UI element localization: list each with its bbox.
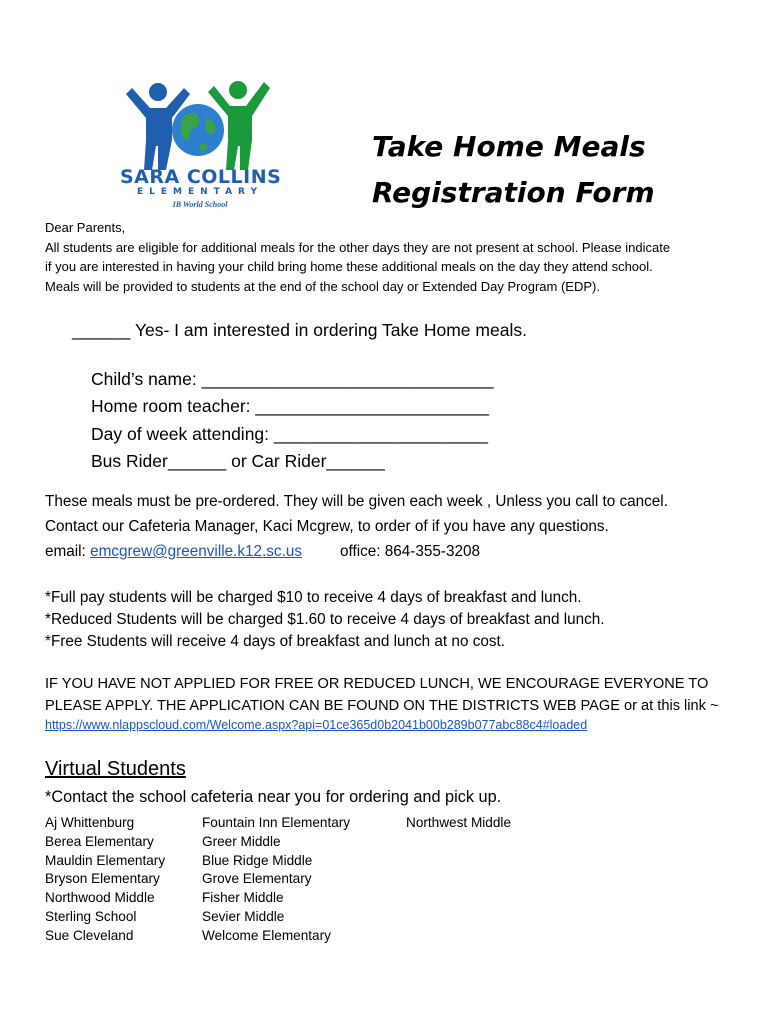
school-list-column-2 bbox=[202, 814, 350, 946]
pricing-reduced: *Reduced Students will be charged $1.60 to receive 4 days of breakfast and lunch. bbox=[45, 611, 605, 628]
email-link[interactable]: emcgrew@greenville.k12.sc.us bbox=[90, 543, 302, 560]
pricing-full: *Full pay students will be charged $10 to receive 4 days of breakfast and lunch. bbox=[45, 589, 582, 606]
contact-manager-note: Contact our Cafeteria Manager, Kaci Mcgrew, to order of if you have any questions. bbox=[45, 518, 609, 535]
bus-car-rider-field[interactable]: Bus Rider______ or Car Rider______ bbox=[91, 450, 385, 471]
list-item: Northwood Middle bbox=[45, 890, 155, 906]
intro-paragraph bbox=[45, 218, 745, 296]
logo-name: SARA COLLINS bbox=[120, 166, 282, 188]
list-item: Northwest Middle bbox=[406, 815, 512, 830]
virtual-students-heading: Virtual Students bbox=[45, 758, 186, 780]
homeroom-teacher-field[interactable]: Home room teacher: ________________________ bbox=[91, 396, 489, 417]
list-item: Welcome Elementary bbox=[202, 927, 331, 943]
list-item: Fisher Middle bbox=[202, 890, 284, 906]
list-item: Greer Middle bbox=[202, 833, 281, 849]
school-logo bbox=[110, 78, 285, 213]
list-item: Berea Elementary bbox=[45, 833, 154, 849]
logo-tagline: IB World School bbox=[172, 200, 228, 209]
logo-subtitle: ELEMENTARY bbox=[136, 187, 264, 197]
title-line-2: Registration Form bbox=[372, 176, 655, 209]
list-item: Sevier Middle bbox=[202, 908, 285, 924]
list-item: Mauldin Elementary bbox=[45, 852, 166, 868]
list-item: Sterling School bbox=[45, 908, 137, 924]
school-list-column-1 bbox=[45, 814, 165, 946]
contact-line bbox=[45, 540, 302, 564]
apply-note-line-2: PLEASE APPLY. THE APPLICATION CAN BE FOUND ON THE DISTRICTS WEB PAGE or at this link ~ bbox=[45, 698, 719, 714]
list-item: Blue Ridge Middle bbox=[202, 852, 313, 868]
day-of-week-field[interactable]: Day of week attending: ______________________ bbox=[91, 423, 489, 444]
application-link[interactable]: https://www.nlappscloud.com/Welcome.aspx?api=01ce365d0b2041b00b289b077abc88c4#loaded bbox=[45, 718, 588, 732]
intro-line: All students are eligible for additional meals for the other days they are not present at school. Please indicate bbox=[45, 239, 671, 255]
intro-line: if you are interested in having your child bring home these additional meals on the day they attend school. bbox=[45, 259, 653, 274]
title-line-1: Take Home Meals bbox=[372, 130, 646, 163]
list-item: Aj Whittenburg bbox=[45, 815, 135, 830]
office-phone: office: 864-355-3208 bbox=[340, 543, 481, 560]
apply-note-line-1: IF YOU HAVE NOT APPLIED FOR FREE OR REDUCED LUNCH, WE ENCOURAGE EVERYONE TO bbox=[45, 676, 709, 692]
email-label: email: bbox=[45, 543, 91, 560]
list-item: Bryson Elementary bbox=[45, 871, 160, 887]
virtual-students-subheading: *Contact the school cafeteria near you for ordering and pick up. bbox=[45, 788, 502, 806]
list-item: Sue Cleveland bbox=[45, 927, 134, 943]
preorder-note: These meals must be pre-ordered. They will be given each week , Unless you call to cancel. bbox=[45, 493, 668, 510]
interest-checkbox-line[interactable]: ______ Yes- I am interested in ordering Take Home meals. bbox=[72, 320, 527, 340]
child-name-field[interactable]: Child’s name: ______________________________ bbox=[91, 369, 494, 389]
page-title bbox=[372, 124, 712, 216]
pricing-free: *Free Students will receive 4 days of breakfast and lunch at no cost. bbox=[45, 633, 506, 650]
list-item: Fountain Inn Elementary bbox=[202, 815, 351, 830]
registration-fields bbox=[91, 366, 494, 475]
list-item: Grove Elementary bbox=[202, 871, 312, 887]
intro-line: Meals will be provided to students at the end of the school day or Extended Day Program (EDP). bbox=[45, 278, 600, 294]
school-list-column-3 bbox=[406, 814, 511, 833]
intro-line: Dear Parents, bbox=[45, 220, 126, 235]
